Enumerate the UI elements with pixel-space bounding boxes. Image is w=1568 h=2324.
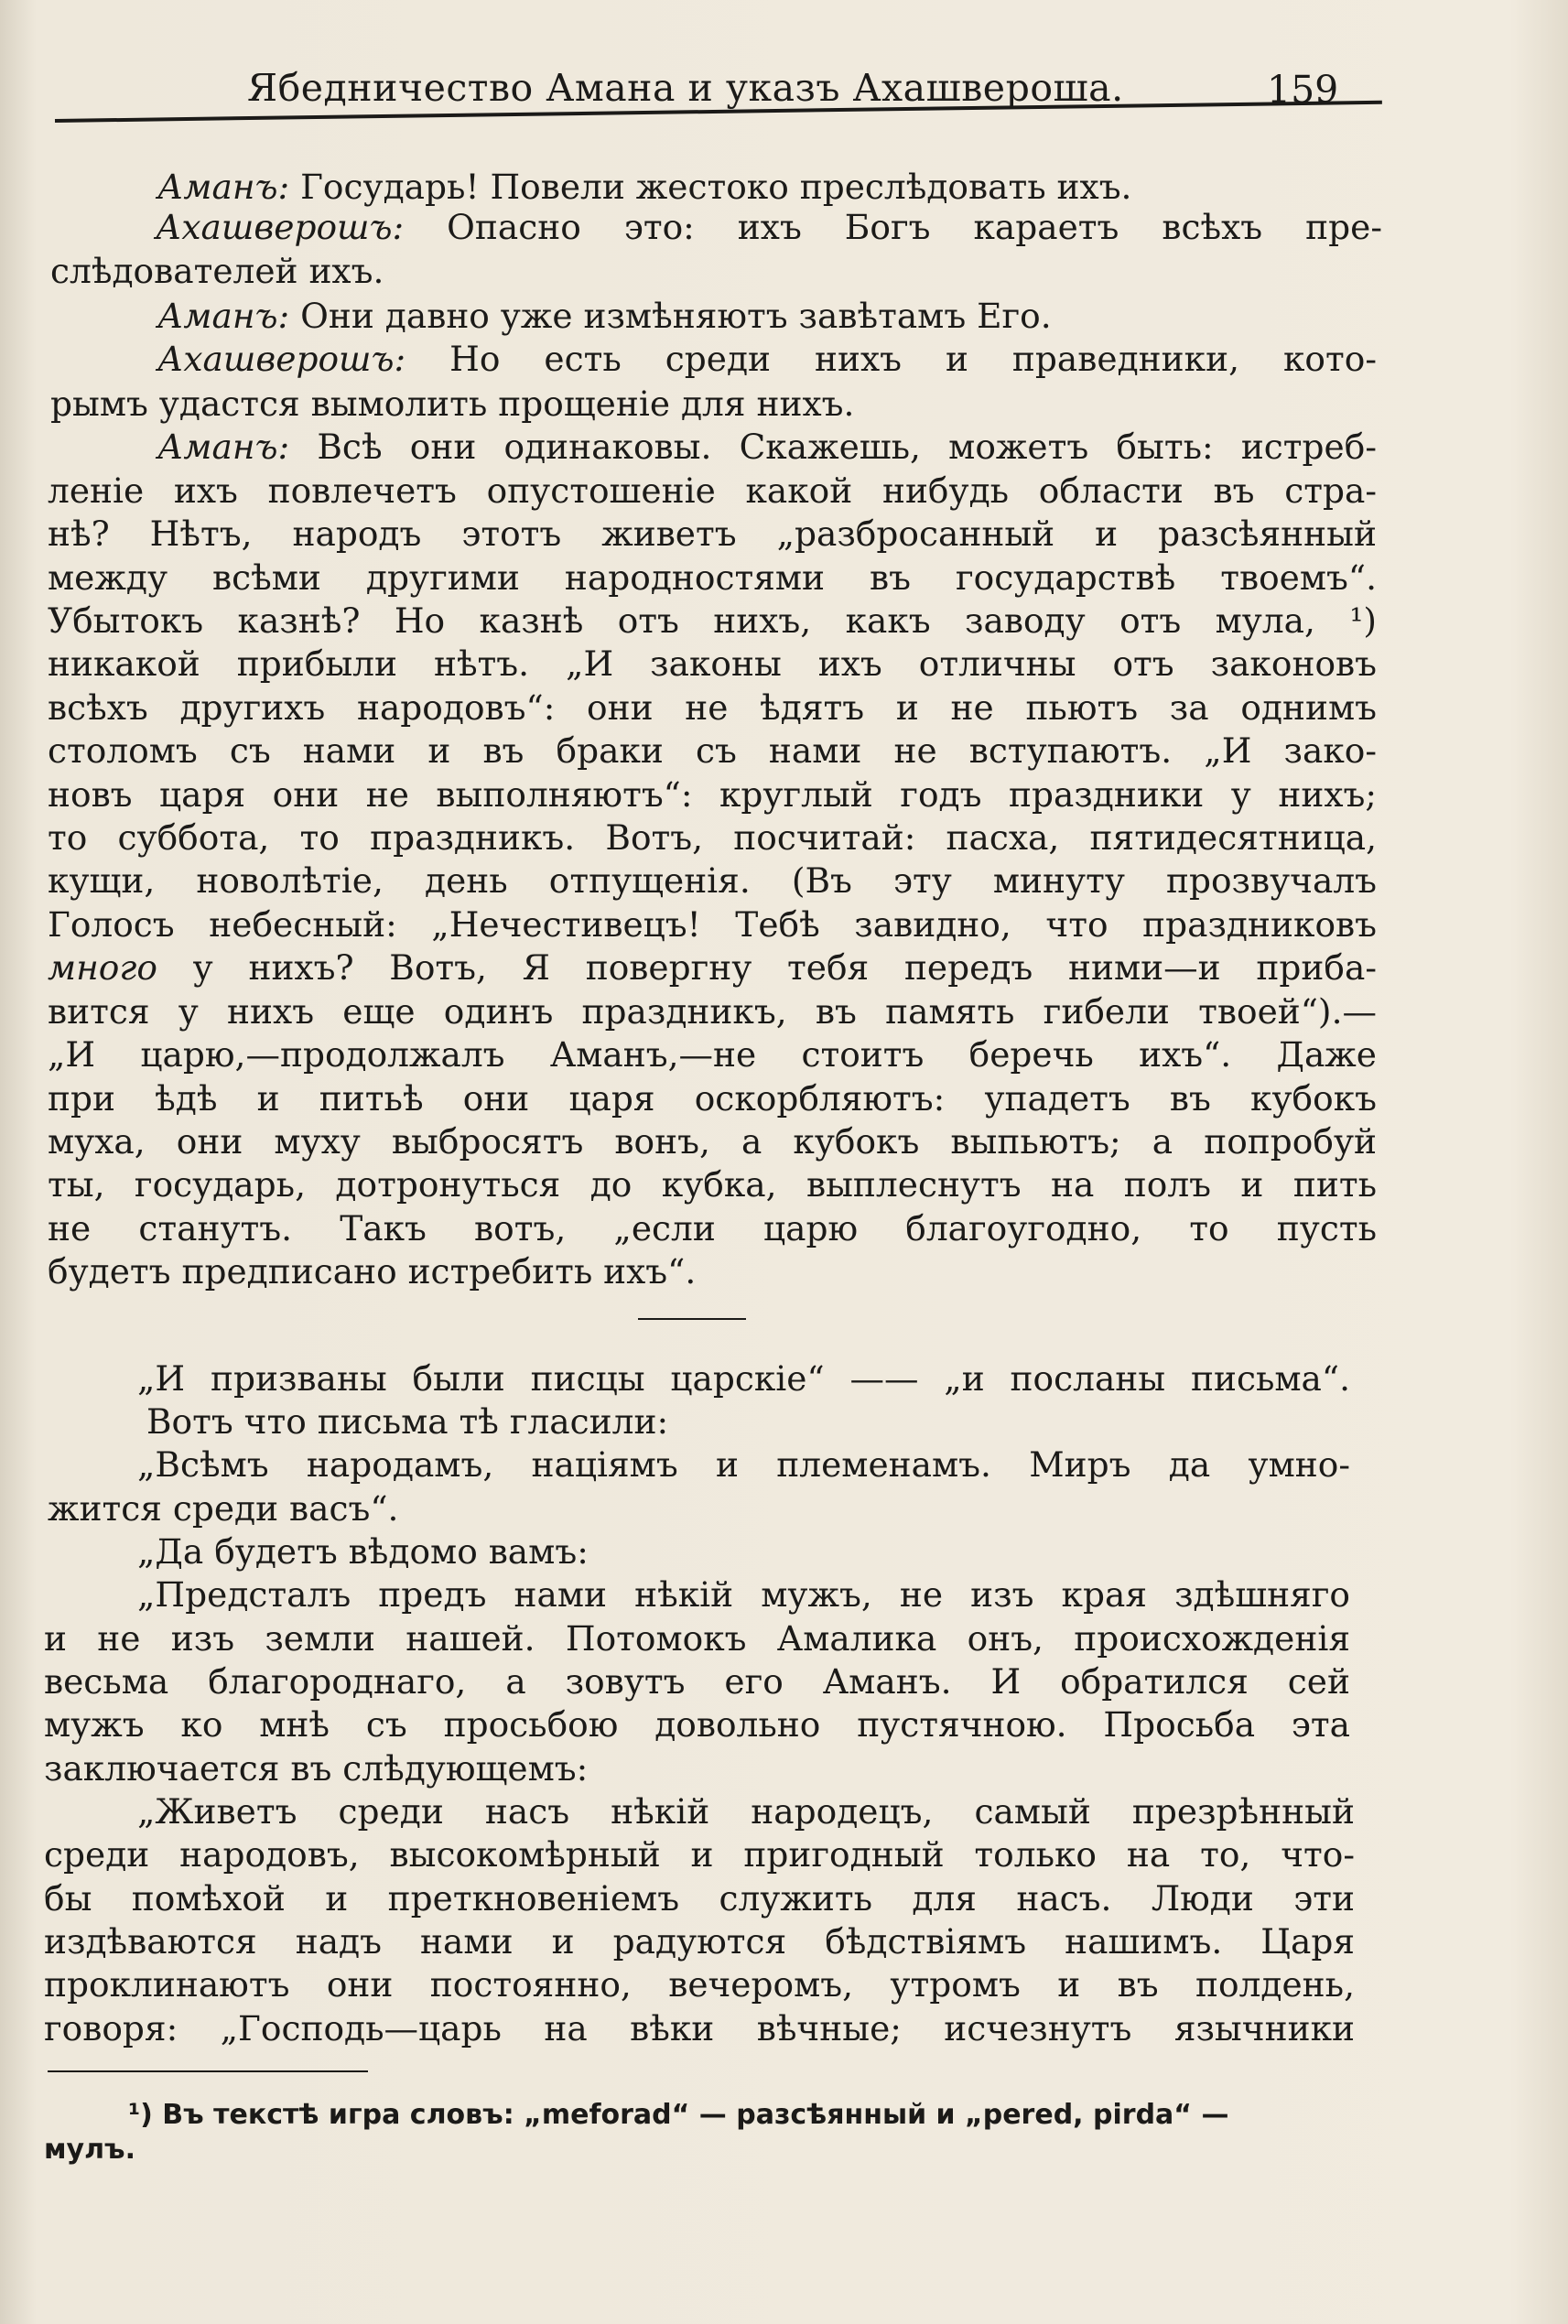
text-line: ты, государь, дотронуться до кубка, выплеснутъ на полъ и пить xyxy=(48,1164,1377,1205)
speaker-name: Аманъ: xyxy=(157,296,290,336)
dialogue-line xyxy=(50,251,384,291)
text-line: не станутъ. Такъ вотъ, „если царю благоугодно, то пусть xyxy=(48,1208,1377,1248)
speech-text: Но есть среди нихъ и праведники, кото- xyxy=(406,339,1377,379)
text-line xyxy=(48,947,1377,988)
text-line: бы помѣхой и преткновеніемъ служить для насъ. Люди эти xyxy=(44,1878,1355,1919)
text-line: „Предсталъ предъ нами нѣкій мужъ, не изъ края здѣшняго xyxy=(137,1574,1350,1615)
text-line: весьма благороднаго, а зовутъ его Аманъ. И обратился сей xyxy=(44,1661,1350,1702)
text-line: леніе ихъ повлечетъ опустошеніе какой нибудь области въ стра- xyxy=(48,470,1377,511)
text-line: кущи, новолѣтіе, день отпущенія. (Въ эту минуту прозвучалъ xyxy=(48,860,1377,901)
text-line: нѣ? Нѣтъ, народъ этотъ живетъ „разбросанный и разсѣянный xyxy=(48,513,1377,554)
speech-text: рымъ удастся вымолить прощеніе для нихъ. xyxy=(50,384,855,424)
running-title: Ябедничество Амана и указъ Ахашвероша. xyxy=(247,66,1124,110)
text-line: „Да будетъ вѣдомо вамъ: xyxy=(137,1531,589,1572)
text-line: всѣхъ другихъ народовъ“: они не ѣдятъ и не пьютъ за однимъ xyxy=(48,687,1377,728)
dialogue-line xyxy=(156,207,1382,247)
speech-text: Они давно уже измѣняютъ завѣтамъ Его. xyxy=(289,296,1052,336)
speaker-name: Ахашверошъ: xyxy=(156,207,405,247)
speech-text: Всѣ они одинаковы. Скажешь, можетъ быть: истреб- xyxy=(289,427,1377,467)
dialogue-line xyxy=(157,427,1377,467)
dialogue-line xyxy=(157,339,1377,379)
text-line: муха, они муху выбросятъ вонъ, а кубокъ выпьютъ; а попробуй xyxy=(48,1121,1377,1162)
speaker-name: Аманъ: xyxy=(157,427,290,467)
text-line: Вотъ что письма тѣ гласили: xyxy=(146,1401,669,1442)
text-line: столомъ съ нами и въ браки съ нами не вступаютъ. „И зако- xyxy=(48,730,1377,771)
text-line: „Всѣмъ народамъ, націямъ и племенамъ. Миръ да умно- xyxy=(137,1444,1350,1485)
footnote-text: ¹) Въ текстѣ игра словъ: „meforad“ — разсѣянный и „pered, pirda“ — xyxy=(128,2099,1229,2131)
text-line: Голосъ небесный: „Нечестивецъ! Тебѣ завидно, что праздниковъ xyxy=(48,904,1377,945)
text-line: среди народовъ, высокомѣрный и пригодный только на то, что- xyxy=(44,1834,1355,1875)
text-line: то суббота, то праздникъ. Вотъ, посчитай: пасха, пятидесятница, xyxy=(48,817,1377,858)
text-line: заключается въ слѣдующемъ: xyxy=(44,1748,589,1789)
text-line: проклинаютъ они постоянно, вечеромъ, утромъ и въ полдень, xyxy=(44,1964,1355,2005)
emphasis-word: много xyxy=(48,947,157,988)
dialogue-line xyxy=(157,167,1276,207)
text-line: мужъ ко мнѣ съ просьбою довольно пустячною. Просьба эта xyxy=(44,1704,1350,1745)
text-line: Убытокъ казнѣ? Но казнѣ отъ нихъ, какъ заводу отъ мула, ¹) xyxy=(48,600,1377,641)
text-line: издѣваются надъ нами и радуются бѣдствіямъ нашимъ. Царя xyxy=(44,1921,1355,1962)
text-line: жится среди васъ“. xyxy=(48,1488,399,1529)
speech-text: слѣдователей ихъ. xyxy=(50,251,384,291)
dialogue-line xyxy=(50,384,855,424)
text-line: „И призваны были писцы царскіе“ —— „и посланы письма“. xyxy=(137,1358,1350,1399)
speech-text: Государь! Повели жестоко преслѣдовать ихъ. xyxy=(289,167,1132,207)
speaker-name: Аманъ: xyxy=(157,167,290,207)
speech-text: Опасно это: ихъ Богъ караетъ всѣхъ пре- xyxy=(404,207,1382,247)
text-line: между всѣми другими народностями въ государствѣ твоемъ“. xyxy=(48,557,1377,598)
text-line: никакой прибыли нѣтъ. „И законы ихъ отличны отъ законовъ xyxy=(48,643,1377,684)
text-line: „И царю,—продолжалъ Аманъ,—не стоитъ беречь ихъ“. Даже xyxy=(48,1034,1377,1075)
page-number: 159 xyxy=(1267,68,1339,112)
dialogue-line xyxy=(157,296,1052,336)
text-line: говоря: „Господь—царь на вѣки вѣчные; исчезнутъ язычники xyxy=(44,2008,1355,2048)
footnote-rule xyxy=(48,2070,368,2072)
text-line: будетъ предписано истребить ихъ“. xyxy=(48,1251,697,1292)
section-divider xyxy=(638,1318,746,1320)
text-line: „Живетъ среди насъ нѣкій народецъ, самый презрѣнный xyxy=(137,1791,1355,1832)
text-line: при ѣдѣ и питьѣ они царя оскорбляютъ: упадетъ въ кубокъ xyxy=(48,1078,1377,1119)
text-line: вится у нихъ еще одинъ праздникъ, въ память гибели твоей“).— xyxy=(48,991,1377,1032)
speaker-name: Ахашверошъ: xyxy=(157,339,406,379)
line-rest: у нихъ? Вотъ, Я повергну тебя передъ ними—и приба- xyxy=(157,947,1377,988)
text-line: и не изъ земли нашей. Потомокъ Амалика онъ, происхожденія xyxy=(44,1618,1350,1659)
text-line: новъ царя они не выполняютъ“: круглый годъ праздники у нихъ; xyxy=(48,774,1377,815)
footnote-text: мулъ. xyxy=(44,2134,135,2166)
